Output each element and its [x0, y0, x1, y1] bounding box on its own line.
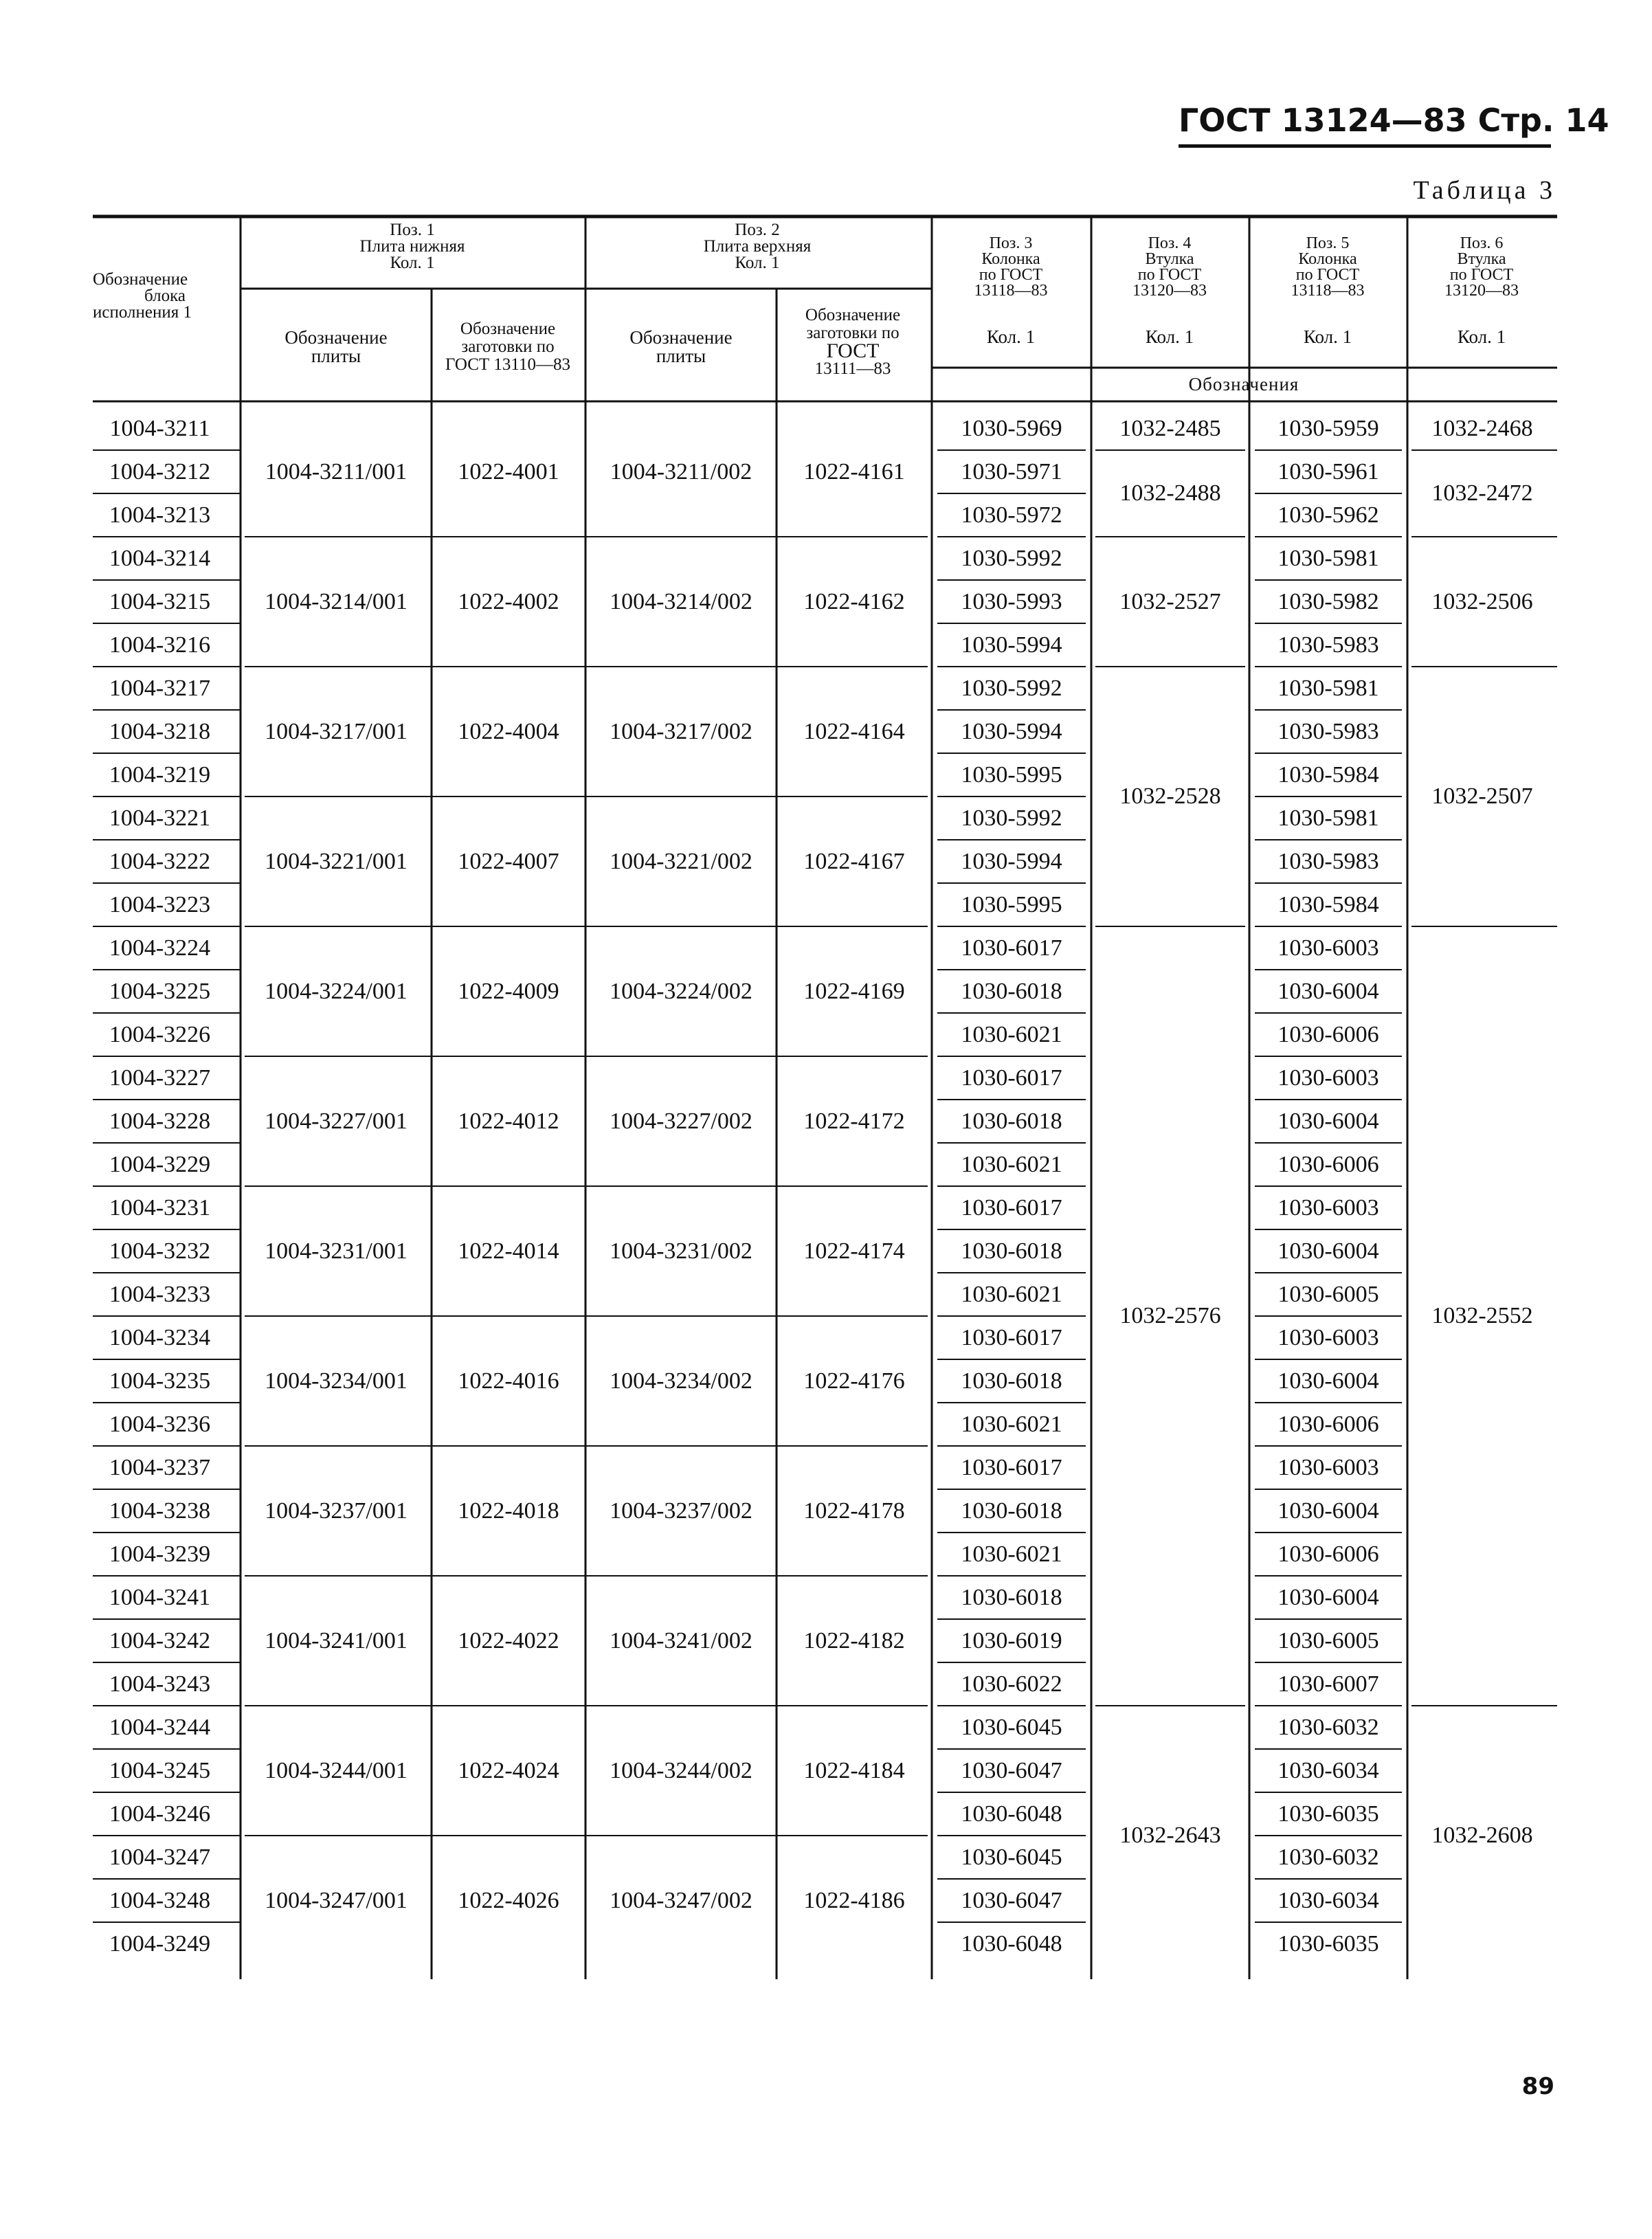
top-plate-cell: 1004-3227/002: [610, 1108, 752, 1134]
header-designations: Обозначения: [1188, 374, 1299, 394]
pos3-column-cell: 1030-5992: [961, 675, 1062, 701]
pos3-column-cell: 1030-6018: [961, 1497, 1062, 1524]
pos3-column-cell: 1030-6045: [961, 1714, 1062, 1740]
bottom-plate-cell: 1004-3241/001: [265, 1627, 408, 1653]
bottom-blank-cell: 1022-4004: [458, 718, 559, 744]
pos4-bushing-cell: 1032-2527: [1119, 588, 1221, 614]
header-line: Колонка: [1298, 250, 1357, 268]
pos5-column-cell: 1030-6006: [1277, 1541, 1379, 1567]
header-line: заготовки по: [806, 324, 900, 342]
pos5-column-cell: 1030-6005: [1277, 1281, 1379, 1307]
pos5-column-cell: 1030-6004: [1277, 1368, 1379, 1394]
pos5-column-cell: 1030-6004: [1277, 1238, 1379, 1264]
pos3-column-cell: 1030-6021: [961, 1021, 1062, 1047]
pos6-bushing-cell: 1032-2506: [1431, 588, 1533, 614]
pos5-column-cell: 1030-6004: [1277, 1497, 1379, 1524]
top-plate-cell: 1004-3214/002: [610, 588, 752, 614]
header-pos3: [932, 236, 1090, 299]
pos5-column-cell: 1030-6034: [1277, 1757, 1379, 1783]
pos5-column-cell: 1030-6035: [1277, 1801, 1379, 1827]
top-blank-cell: 1022-4174: [803, 1238, 905, 1264]
pos3-column-cell: 1030-5994: [961, 718, 1062, 744]
bottom-blank-cell: 1022-4012: [458, 1108, 559, 1134]
top-plate-cell: 1004-3244/002: [610, 1757, 752, 1783]
page-number: 89: [1521, 2073, 1554, 2100]
block-code-cell: 1004-3221: [109, 805, 211, 831]
header-line: по ГОСТ: [979, 266, 1043, 284]
pos5-column-cell: 1030-6007: [1277, 1671, 1379, 1697]
pos3-column-cell: 1030-6017: [961, 1065, 1062, 1091]
header-line: 13111—83: [814, 359, 891, 378]
header-line: 13120—83: [1444, 282, 1519, 300]
block-code-cell: 1004-3244: [109, 1714, 211, 1740]
header-line: по ГОСТ: [1295, 266, 1360, 284]
header-line: Кол. 1: [390, 254, 435, 272]
pos3-column-cell: 1030-6018: [961, 1108, 1062, 1134]
top-blank-cell: 1022-4167: [803, 848, 905, 874]
block-code-cell: 1004-3223: [109, 891, 211, 917]
header-pos5: [1249, 236, 1406, 299]
top-plate-cell: 1004-3237/002: [610, 1497, 752, 1524]
pos3-column-cell: 1030-6017: [961, 1194, 1062, 1221]
header-line: по ГОСТ: [1449, 266, 1514, 284]
header-pos6: [1407, 236, 1556, 299]
header-line: ГОСТ: [826, 339, 880, 362]
header-pos1-blank: [432, 320, 584, 374]
block-code-cell: 1004-3219: [109, 761, 211, 788]
header-line: исполнения 1: [93, 303, 192, 322]
pos5-column-cell: 1030-5984: [1277, 761, 1379, 788]
pos3-column-cell: 1030-5995: [961, 891, 1062, 917]
top-blank-cell: 1022-4164: [803, 718, 905, 744]
block-code-cell: 1004-3229: [109, 1151, 211, 1177]
pos5-column-cell: 1030-5981: [1277, 675, 1379, 701]
header-qty-pos6: Кол. 1: [1457, 326, 1506, 347]
block-code-cell: 1004-3225: [109, 978, 211, 1004]
top-blank-cell: 1022-4169: [803, 978, 905, 1004]
block-code-cell: 1004-3212: [109, 458, 211, 484]
pos4-bushing-cell: 1032-2643: [1119, 1823, 1221, 1848]
block-code-cell: 1004-3236: [109, 1411, 211, 1437]
pos3-column-cell: 1030-5972: [961, 502, 1062, 528]
pos3-column-cell: 1030-5971: [961, 458, 1062, 484]
bottom-plate-cell: 1004-3227/001: [265, 1108, 408, 1134]
header-qty-pos3: Кол. 1: [986, 326, 1036, 347]
bottom-blank-cell: 1022-4009: [458, 978, 559, 1004]
bottom-plate-cell: 1004-3231/001: [265, 1238, 408, 1264]
pos3-column-cell: 1030-6017: [961, 1454, 1062, 1480]
header-line: Обозначение: [460, 320, 556, 338]
bottom-blank-cell: 1022-4018: [458, 1497, 559, 1524]
pos4-bushing-cell: 1032-2488: [1119, 480, 1221, 506]
block-code-cell: 1004-3231: [109, 1194, 211, 1221]
header-pos2-blank: [777, 307, 929, 378]
block-code-cell: 1004-3217: [109, 675, 211, 701]
table-caption: Таблица 3: [1413, 176, 1556, 205]
pos3-column-cell: 1030-6017: [961, 1324, 1062, 1350]
bottom-blank-cell: 1022-4014: [458, 1238, 559, 1264]
pos3-column-cell: 1030-6022: [961, 1671, 1062, 1697]
block-code-cell: 1004-3211: [109, 415, 210, 441]
top-blank-cell: 1022-4178: [803, 1497, 905, 1524]
block-code-cell: 1004-3237: [109, 1454, 211, 1480]
block-code-cell: 1004-3246: [109, 1801, 211, 1827]
pos5-column-cell: 1030-5962: [1277, 502, 1379, 528]
pos3-column-cell: 1030-6019: [961, 1627, 1062, 1653]
pos3-column-cell: 1030-5992: [961, 545, 1062, 571]
pos6-bushing-cell: 1032-2507: [1431, 783, 1533, 809]
pos3-column-cell: 1030-6021: [961, 1281, 1062, 1307]
top-plate-cell: 1004-3234/002: [610, 1368, 752, 1394]
pos3-column-cell: 1030-5994: [961, 848, 1062, 874]
pos3-column-cell: 1030-5993: [961, 588, 1062, 614]
top-plate-cell: 1004-3247/002: [610, 1887, 752, 1913]
block-code-cell: 1004-3216: [109, 632, 211, 658]
header-line: Поз. 6: [1460, 234, 1504, 252]
page-header: ГОСТ 13124—83 Стр. 14: [1179, 102, 1609, 139]
block-code-cell: 1004-3234: [109, 1324, 211, 1350]
block-code-cell: 1004-3218: [109, 718, 211, 744]
bottom-plate-cell: 1004-3247/001: [265, 1887, 408, 1913]
pos5-column-cell: 1030-6003: [1277, 1194, 1379, 1221]
bottom-plate-cell: 1004-3217/001: [265, 718, 408, 744]
pos3-column-cell: 1030-6047: [961, 1887, 1062, 1913]
pos6-bushing-cell: 1032-2468: [1431, 415, 1533, 441]
pos5-column-cell: 1030-6032: [1277, 1844, 1379, 1870]
pos5-column-cell: 1030-6003: [1277, 935, 1379, 961]
top-blank-cell: 1022-4172: [803, 1108, 905, 1134]
bottom-blank-cell: 1022-4001: [458, 458, 559, 484]
pos3-column-cell: 1030-6021: [961, 1541, 1062, 1567]
pos3-column-cell: 1030-6018: [961, 1238, 1062, 1264]
bottom-plate-cell: 1004-3244/001: [265, 1757, 408, 1783]
pos4-bushing-cell: 1032-2485: [1119, 415, 1221, 441]
pos5-column-cell: 1030-6032: [1277, 1714, 1379, 1740]
header-line: Плита верхняя: [703, 237, 812, 256]
block-code-cell: 1004-3214: [109, 545, 211, 571]
header-line: плиты: [656, 346, 706, 366]
top-blank-cell: 1022-4161: [803, 458, 905, 484]
bottom-blank-cell: 1022-4022: [458, 1627, 559, 1653]
pos6-bushing-cell: 1032-2608: [1431, 1823, 1533, 1848]
header-line: ГОСТ 13110—83: [445, 355, 570, 374]
header-line: Втулка: [1457, 250, 1506, 268]
header-qty-pos5: Кол. 1: [1303, 326, 1352, 347]
block-code-cell: 1004-3227: [109, 1065, 211, 1091]
header-pos2: [585, 222, 929, 271]
header-line: 13118—83: [974, 282, 1048, 300]
block-code-cell: 1004-3215: [109, 588, 211, 614]
pos3-column-cell: 1030-6045: [961, 1844, 1062, 1870]
pos3-column-cell: 1030-6021: [961, 1151, 1062, 1177]
header-block-designation: [93, 271, 237, 321]
pos5-column-cell: 1030-5983: [1277, 632, 1379, 658]
top-plate-cell: 1004-3211/002: [610, 458, 752, 484]
header-line: 13120—83: [1132, 282, 1207, 300]
bottom-blank-cell: 1022-4002: [458, 588, 559, 614]
top-plate-cell: 1004-3224/002: [610, 978, 752, 1004]
pos3-column-cell: 1030-6048: [961, 1930, 1062, 1957]
block-code-cell: 1004-3222: [109, 848, 211, 874]
header-line: Плита нижняя: [359, 237, 465, 256]
pos5-column-cell: 1030-5961: [1277, 458, 1379, 484]
pos5-column-cell: 1030-6006: [1277, 1411, 1379, 1437]
top-plate-cell: 1004-3217/002: [610, 718, 752, 744]
header-line: плиты: [311, 346, 361, 366]
pos3-column-cell: 1030-6047: [961, 1757, 1062, 1783]
header-pos2-plate: [585, 328, 777, 366]
header-line: Поз. 4: [1148, 234, 1192, 252]
pos5-column-cell: 1030-6034: [1277, 1887, 1379, 1913]
block-code-cell: 1004-3238: [109, 1497, 211, 1524]
block-code-cell: 1004-3249: [109, 1930, 211, 1957]
header-line: Поз. 1: [390, 221, 435, 239]
header-qty-pos4: Кол. 1: [1145, 326, 1194, 347]
header-line: Обозначение: [284, 327, 388, 348]
pos6-bushing-cell: 1032-2472: [1431, 480, 1533, 506]
block-code-cell: 1004-3228: [109, 1108, 211, 1134]
block-code-cell: 1004-3235: [109, 1368, 211, 1394]
bottom-plate-cell: 1004-3211/001: [265, 458, 408, 484]
pos5-column-cell: 1030-6005: [1277, 1627, 1379, 1653]
block-code-cell: 1004-3232: [109, 1238, 211, 1264]
header-line: Поз. 3: [989, 234, 1033, 252]
pos3-column-cell: 1030-6018: [961, 978, 1062, 1004]
pos3-column-cell: 1030-5995: [961, 761, 1062, 788]
pos5-column-cell: 1030-6004: [1277, 978, 1379, 1004]
pos5-column-cell: 1030-6006: [1277, 1151, 1379, 1177]
header-line: Обозначение: [629, 327, 733, 348]
header-line: Поз. 5: [1306, 234, 1350, 252]
header-line: Обозначение: [93, 270, 188, 289]
pos5-column-cell: 1030-5982: [1277, 588, 1379, 614]
pos5-column-cell: 1030-6003: [1277, 1454, 1379, 1480]
pos5-column-cell: 1030-6003: [1277, 1065, 1379, 1091]
pos4-bushing-cell: 1032-2576: [1119, 1303, 1221, 1328]
block-code-cell: 1004-3243: [109, 1671, 211, 1697]
bottom-plate-cell: 1004-3224/001: [265, 978, 408, 1004]
block-code-cell: 1004-3248: [109, 1887, 211, 1913]
bottom-blank-cell: 1022-4007: [458, 848, 559, 874]
top-plate-cell: 1004-3221/002: [610, 848, 752, 874]
pos3-column-cell: 1030-6018: [961, 1368, 1062, 1394]
pos5-column-cell: 1030-5981: [1277, 545, 1379, 571]
bottom-plate-cell: 1004-3237/001: [265, 1497, 408, 1524]
top-blank-cell: 1022-4162: [803, 588, 905, 614]
header-line: блока: [144, 287, 186, 305]
pos5-column-cell: 1030-5983: [1277, 848, 1379, 874]
header-line: заготовки по: [461, 337, 555, 356]
block-code-cell: 1004-3241: [109, 1584, 211, 1610]
pos5-column-cell: 1030-6003: [1277, 1324, 1379, 1350]
top-blank-cell: 1022-4176: [803, 1368, 905, 1394]
pos5-column-cell: 1030-5983: [1277, 718, 1379, 744]
header-line: по ГОСТ: [1137, 266, 1202, 284]
header-line: Колонка: [981, 250, 1040, 268]
block-code-cell: 1004-3247: [109, 1844, 211, 1870]
pos5-column-cell: 1030-6006: [1277, 1021, 1379, 1047]
header-pos1: [241, 222, 584, 271]
pos3-column-cell: 1030-5994: [961, 632, 1062, 658]
top-blank-cell: 1022-4182: [803, 1627, 905, 1653]
block-code-cell: 1004-3224: [109, 935, 211, 961]
block-code-cell: 1004-3245: [109, 1757, 211, 1783]
pos5-column-cell: 1030-5984: [1277, 891, 1379, 917]
bottom-plate-cell: 1004-3234/001: [265, 1368, 408, 1394]
top-blank-cell: 1022-4186: [803, 1887, 905, 1913]
block-code-cell: 1004-3213: [109, 502, 211, 528]
bottom-blank-cell: 1022-4026: [458, 1887, 559, 1913]
pos5-column-cell: 1030-6004: [1277, 1584, 1379, 1610]
pos3-column-cell: 1030-6017: [961, 935, 1062, 961]
pos5-column-cell: 1030-6035: [1277, 1930, 1379, 1957]
header-pos1-plate: [241, 328, 432, 366]
header-line: Обозначение: [805, 306, 901, 324]
header-pos4: [1091, 236, 1248, 299]
bottom-plate-cell: 1004-3221/001: [265, 848, 408, 874]
block-code-cell: 1004-3226: [109, 1021, 211, 1047]
header-line: Поз. 2: [735, 221, 780, 239]
pos4-bushing-cell: 1032-2528: [1119, 783, 1221, 809]
block-code-cell: 1004-3239: [109, 1541, 211, 1567]
pos3-column-cell: 1030-5992: [961, 805, 1062, 831]
bottom-plate-cell: 1004-3214/001: [265, 588, 408, 614]
pos5-column-cell: 1030-5981: [1277, 805, 1379, 831]
pos3-column-cell: 1030-5969: [961, 415, 1062, 441]
bottom-blank-cell: 1022-4024: [458, 1757, 559, 1783]
pos5-column-cell: 1030-6004: [1277, 1108, 1379, 1134]
pos3-column-cell: 1030-6021: [961, 1411, 1062, 1437]
pos3-column-cell: 1030-6018: [961, 1584, 1062, 1610]
top-blank-cell: 1022-4184: [803, 1757, 905, 1783]
bottom-blank-cell: 1022-4016: [458, 1368, 559, 1394]
block-code-cell: 1004-3242: [109, 1627, 211, 1653]
header-line: 13118—83: [1291, 282, 1365, 300]
pos5-column-cell: 1030-5959: [1277, 415, 1379, 441]
block-code-cell: 1004-3233: [109, 1281, 211, 1307]
pos6-bushing-cell: 1032-2552: [1431, 1303, 1533, 1328]
top-plate-cell: 1004-3241/002: [610, 1627, 752, 1653]
header-line: Втулка: [1145, 250, 1194, 268]
header-line: Кол. 1: [735, 254, 780, 272]
pos3-column-cell: 1030-6048: [961, 1801, 1062, 1827]
top-plate-cell: 1004-3231/002: [610, 1238, 752, 1264]
